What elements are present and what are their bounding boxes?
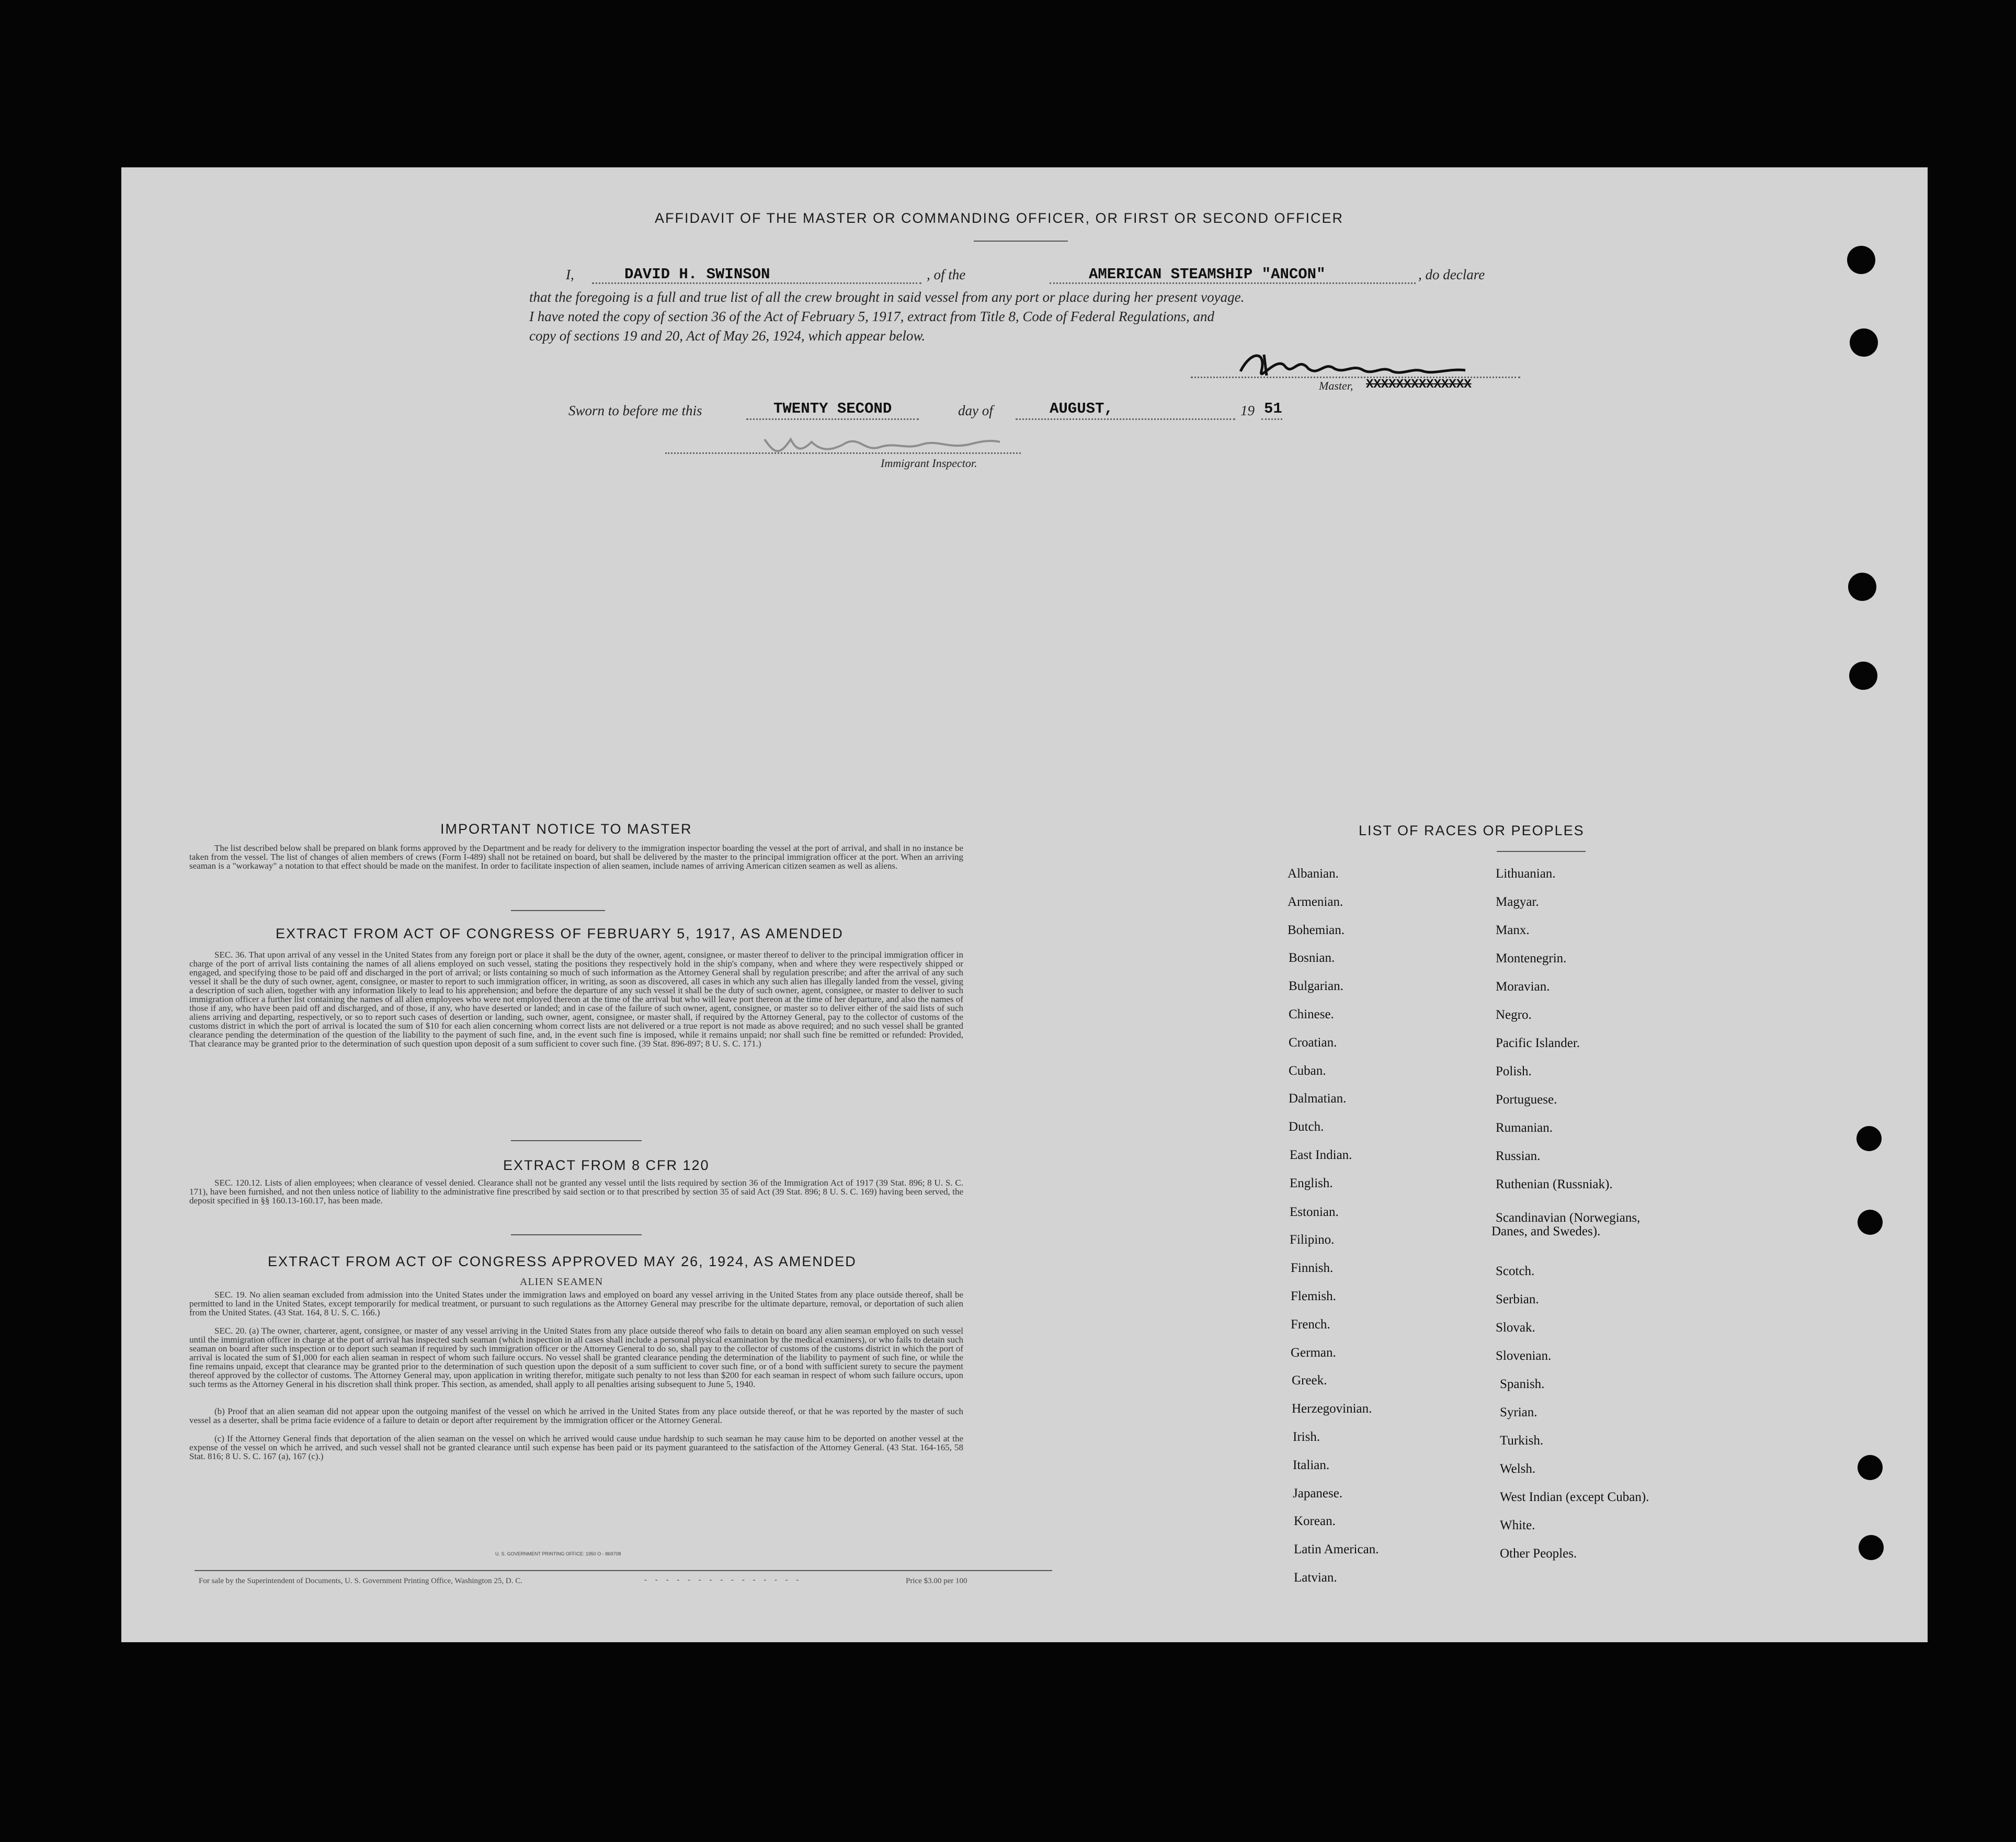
sworn-label: Sworn to before me this: [568, 403, 702, 418]
race-right-item: Scandinavian (Norwegians,: [1496, 1211, 1641, 1225]
day-of-label: day of: [958, 403, 993, 418]
affidavit-title: AFFIDAVIT OF THE MASTER OR COMMANDING OFFICER, OR FIRST OR SECOND OFFICER: [655, 210, 1344, 226]
master-struck-title: XXXXXXXXXXXXXX: [1366, 378, 1472, 392]
race-right-item: Danes, and Swedes).: [1491, 1224, 1601, 1238]
race-right-item: Syrian.: [1500, 1405, 1537, 1419]
race-right-item: Rumanian.: [1496, 1121, 1553, 1135]
race-right-item: Serbian.: [1496, 1292, 1539, 1306]
extract-1924-sec20a: SEC. 20. (a) The owner, charterer, agent, consignee, or master of any vessel arriving in the United States from any place outside thereof who fails to detain on board any alien seaman employed on such vessel until the immigration officer in charge at the port of arrival has inspected such seaman (which inspection in all cases shall include a personal physical examination by the medical examiners), or who fails to detain such seaman on board after such inspection or to deport such seaman if required by such immigration officer or the Attorney General to do so, shall pay to the collector of customs of the customs district in which the port of arrival is located the sum of $1,000 for each alien seaman in respect of whom such failure occurs. No vessel shall be granted clearance pending the determination of the liability to payment of such fine, or while the fine remains unpaid, except that clearance may be granted prior to the determination of such question upon the deposit of a sum sufficient to cover such fine, or of a bond with sufficient surety to secure the payment thereof approved by the collector of customs. The Attorney General may, upon application in writing therefor, mitigate such penalty to not less than $200 for each seaman in respect of whom such failure occurs, upon such terms as the Attorney General in his discretion shall think proper. This section, as amended, shall apply to all penalties arising subsequent to June 5, 1940.: [189, 1326, 963, 1389]
race-right-item: White.: [1500, 1518, 1535, 1532]
race-right-item: West Indian (except Cuban).: [1500, 1490, 1649, 1504]
race-left-item: Estonian.: [1290, 1205, 1339, 1219]
inspector-caption: Immigrant Inspector.: [881, 457, 977, 470]
extract-cfr-body: SEC. 120.12. Lists of alien employees; when clearance of vessel denied. Clearance shall not be granted any vessel until the lists required by section 36 of the Immigration Act of 1917 (39 Stat. 896; 8 U. S. C. 171), have been furnished, and not then unless notice of liability to the administrative fine prescribed by said section or to that prescribed by section 35 of said Act (39 Stat. 896; 8 U. S. C. 169) having been served, the deposit specified in §§ 160.13-160.17, has been made.: [189, 1178, 963, 1206]
race-left-item: Latvian.: [1294, 1571, 1337, 1585]
year-prefix: 19: [1240, 403, 1255, 418]
for-sale-note: For sale by the Superintendent of Documents, U. S. Government Printing Office, Washington 25, D. C.: [199, 1577, 522, 1585]
race-right-item: Moravian.: [1496, 980, 1550, 994]
race-right-item: Manx.: [1496, 923, 1530, 937]
race-right-item: Polish.: [1496, 1064, 1532, 1078]
binder-hole: [1849, 662, 1877, 690]
affidavit-line-4: copy of sections 19 and 20, Act of May 26, 1924, which appear below.: [529, 328, 926, 344]
binder-hole: [1856, 1126, 1882, 1151]
race-left-item: Dalmatian.: [1289, 1091, 1347, 1106]
race-right-item: Negro.: [1496, 1008, 1532, 1022]
affidavit-line-2: that the foregoing is a full and true list of all the crew brought in said vessel from any port or place during her present voyage.: [529, 289, 1245, 305]
extract-cfr-title: EXTRACT FROM 8 CFR 120: [503, 1157, 710, 1173]
race-right-item: Welsh.: [1500, 1462, 1536, 1476]
sworn-day-line: [746, 418, 919, 420]
race-left-item: Irish.: [1293, 1430, 1320, 1444]
binder-hole: [1850, 328, 1878, 357]
binder-hole: [1858, 1455, 1883, 1480]
race-left-item: Japanese.: [1293, 1486, 1343, 1500]
race-left-item: Chinese.: [1289, 1007, 1334, 1021]
year-suffix: 51: [1264, 400, 1282, 417]
year-line: [1261, 418, 1282, 420]
race-left-item: Flemish.: [1291, 1289, 1336, 1303]
race-left-item: English.: [1290, 1176, 1333, 1190]
race-left-item: East Indian.: [1290, 1148, 1352, 1162]
race-left-item: Italian.: [1293, 1458, 1330, 1472]
race-left-item: Finnish.: [1291, 1261, 1334, 1275]
race-right-item: Lithuanian.: [1496, 867, 1556, 881]
race-left-item: Bosnian.: [1289, 951, 1335, 965]
footer-rule: [195, 1570, 1052, 1571]
vessel-value: AMERICAN STEAMSHIP "ANCON": [1089, 266, 1326, 283]
race-right-item: Slovak.: [1496, 1321, 1535, 1335]
divider: [511, 1140, 642, 1141]
printing-office-note: U. S. GOVERNMENT PRINTING OFFICE: 1950 O - 869708: [495, 1551, 621, 1556]
race-left-item: Bohemian.: [1288, 923, 1345, 937]
race-left-item: Greek.: [1292, 1373, 1327, 1388]
divider: [1497, 851, 1586, 852]
divider: [974, 241, 1068, 242]
notice-title: IMPORTANT NOTICE TO MASTER: [440, 821, 692, 837]
race-right-item: Magyar.: [1496, 895, 1539, 909]
extract-1917-body: SEC. 36. That upon arrival of any vessel in the United States from any foreign port or place it shall be the duty of the owner, agent, consignee, or master thereof to deliver to the principal immigration officer in charge of the port of arrival lists containing the names of all aliens employed on such vessel, stating the positions they respectively hold in the ship's company, when and where they were respectively shipped or engaged, and specifying those to be paid off and discharged in the port of arrival; or lists containing so much of such information as the Attorney General shall by regulation prescribe; and after the arrival of any such vessel it shall be the duty of such owner, agent, consignee, or master to report to such immigration officer, in writing, as soon as discovered, all cases in which any such alien has illegally landed from the vessel, giving a description of such alien, together with any information likely to lead to his apprehension; and before the departure of any such vessel it shall be the duty of such owner, agent, consignee, or master to deliver to such immigration officer a further list containing the names of all alien employees who were not employed thereon at the time of the arrival but who will leave port thereon at the time of her departure, and also the names of those if any, who have been paid off and discharged, and of those, if any, who have deserted or landed; and in case of the failure of such owner, agent, consignee, or master so to deliver either of the said lists of such aliens arriving and departing, respectively, or so to report such cases of desertion or landing, such owner, agent, consignee, or master shall, if required by the Attorney General, pay to the collector of customs of the customs district in which the port of arrival is located the sum of $10 for each alien concerning whom correct lists are not delivered or a true report is not made as above required; and no such vessel shall be granted clearance pending the determination of the question of the liability to the payment of such fine, and, in the event such fine is imposed, while it remains unpaid; nor shall such fine be remitted or refunded: Provided, That clearance may be granted prior to the determination of such question upon deposit of a sum sufficient to cover such fine. (39 Stat. 896-897; 8 U. S. C. 171.): [189, 950, 963, 1049]
race-left-item: Korean.: [1294, 1514, 1336, 1528]
binder-hole: [1848, 573, 1876, 601]
race-left-item: Latin American.: [1294, 1542, 1379, 1556]
race-right-item: Scotch.: [1496, 1264, 1535, 1278]
sworn-month-line: [1016, 418, 1235, 420]
race-right-item: Pacific Islander.: [1496, 1036, 1580, 1050]
sworn-day-value: TWENTY SECOND: [773, 400, 892, 417]
master-caption: Master,: [1319, 379, 1353, 392]
extract-1924-sec19: SEC. 19. No alien seaman excluded from admission into the United States under the immigration laws and employed on board any vessel arriving in the United States from any place outside thereof, shall be permitted to land in the United States, except temporarily for medical treatment, or pursuant to such regulations as the Attorney General may prescribe for the ultimate departure, removal, or deportation of such alien from the United States. (43 Stat. 164, 8 U. S. C. 166.): [189, 1290, 963, 1317]
binder-hole: [1858, 1210, 1883, 1235]
footer-dots: - - - - - - - - - - - - - - -: [644, 1576, 802, 1584]
extract-1924-sec20c: (c) If the Attorney General finds that deportation of the alien seaman on the vessel on which he arrived would cause undue hardship to such seaman he may cause him to be deported on another vessel at the expense of the vessel on which he arrived, and such vessel shall not be granted clearance until such expense has been paid or its payment guaranteed to the satisfaction of the Attorney General. (43 Stat. 164-165, 58 Stat. 816; 8 U. S. C. 167 (a), 167 (c).): [189, 1434, 963, 1461]
inspector-signature: [759, 429, 1010, 460]
extract-1924-sec20b: (b) Proof that an alien seaman did not appear upon the outgoing manifest of the vessel on which he arrived in the United States from any place outside thereof, or that he was reported by the master of such vessel as a deserter, shall be prima facie evidence of a failure to detain or deport after requirement by the immigration officer or the Attorney General.: [189, 1407, 963, 1425]
binder-hole: [1859, 1535, 1884, 1560]
race-right-item: Other Peoples.: [1500, 1547, 1577, 1561]
extract-1917-title: EXTRACT FROM ACT OF CONGRESS OF FEBRUARY 5, 1917, AS AMENDED: [276, 926, 844, 941]
notice-body: The list described below shall be prepared on blank forms approved by the Department and be ready for delivery to the immigration inspector boarding the vessel at the port of arrival, and shall in no instance be taken from the vessel. The list of changes of alien members of crews (Form I-489) shall not be retained on board, but shall be delivered by the master to the principal immigration officer at the port. When an arriving seaman is a "workaway" a notation to that effect should be made on the manifest. In order to facilitate inspection of alien seamen, include names of arriving American citizen seamen as well as aliens.: [189, 844, 963, 871]
race-left-item: Croatian.: [1289, 1036, 1337, 1050]
divider: [511, 910, 605, 911]
race-left-item: German.: [1291, 1346, 1336, 1360]
race-left-item: Albanian.: [1288, 867, 1339, 881]
inspector-signature-line: [665, 452, 1021, 454]
do-declare-label: , do declare: [1418, 267, 1485, 282]
race-left-item: French.: [1291, 1317, 1330, 1332]
divider: [511, 1234, 642, 1235]
affidavit-i-label: I,: [566, 267, 574, 282]
master-name-value: DAVID H. SWINSON: [624, 266, 770, 283]
document-page: [121, 167, 1928, 1642]
extract-1924-title: EXTRACT FROM ACT OF CONGRESS APPROVED MAY 26, 1924, AS AMENDED: [268, 1254, 857, 1269]
sworn-month-value: AUGUST,: [1050, 400, 1113, 417]
affidavit-line-3: I have noted the copy of section 36 of the Act of February 5, 1917, extract from Title 8, Code of Federal Regulations, and: [529, 309, 1215, 324]
binder-hole: [1847, 246, 1875, 274]
race-right-item: Ruthenian (Russniak).: [1496, 1177, 1613, 1191]
race-left-item: Dutch.: [1289, 1120, 1324, 1134]
race-right-item: Turkish.: [1500, 1434, 1544, 1448]
race-right-item: Russian.: [1496, 1149, 1541, 1163]
race-left-item: Filipino.: [1290, 1233, 1335, 1247]
race-right-item: Portuguese.: [1496, 1093, 1557, 1107]
race-right-item: Montenegrin.: [1496, 951, 1567, 965]
race-right-item: Spanish.: [1500, 1377, 1545, 1391]
extract-1924-subtitle: ALIEN SEAMEN: [520, 1276, 603, 1288]
price-note: Price $3.00 per 100: [906, 1577, 967, 1585]
of-the-label: , of the: [927, 267, 966, 282]
race-left-item: Herzegovinian.: [1292, 1402, 1372, 1416]
race-left-item: Armenian.: [1288, 895, 1343, 909]
race-right-item: Slovenian.: [1496, 1349, 1552, 1363]
race-left-item: Cuban.: [1289, 1064, 1326, 1078]
race-left-item: Bulgarian.: [1289, 979, 1343, 993]
races-title: LIST OF RACES OR PEOPLES: [1359, 823, 1585, 838]
